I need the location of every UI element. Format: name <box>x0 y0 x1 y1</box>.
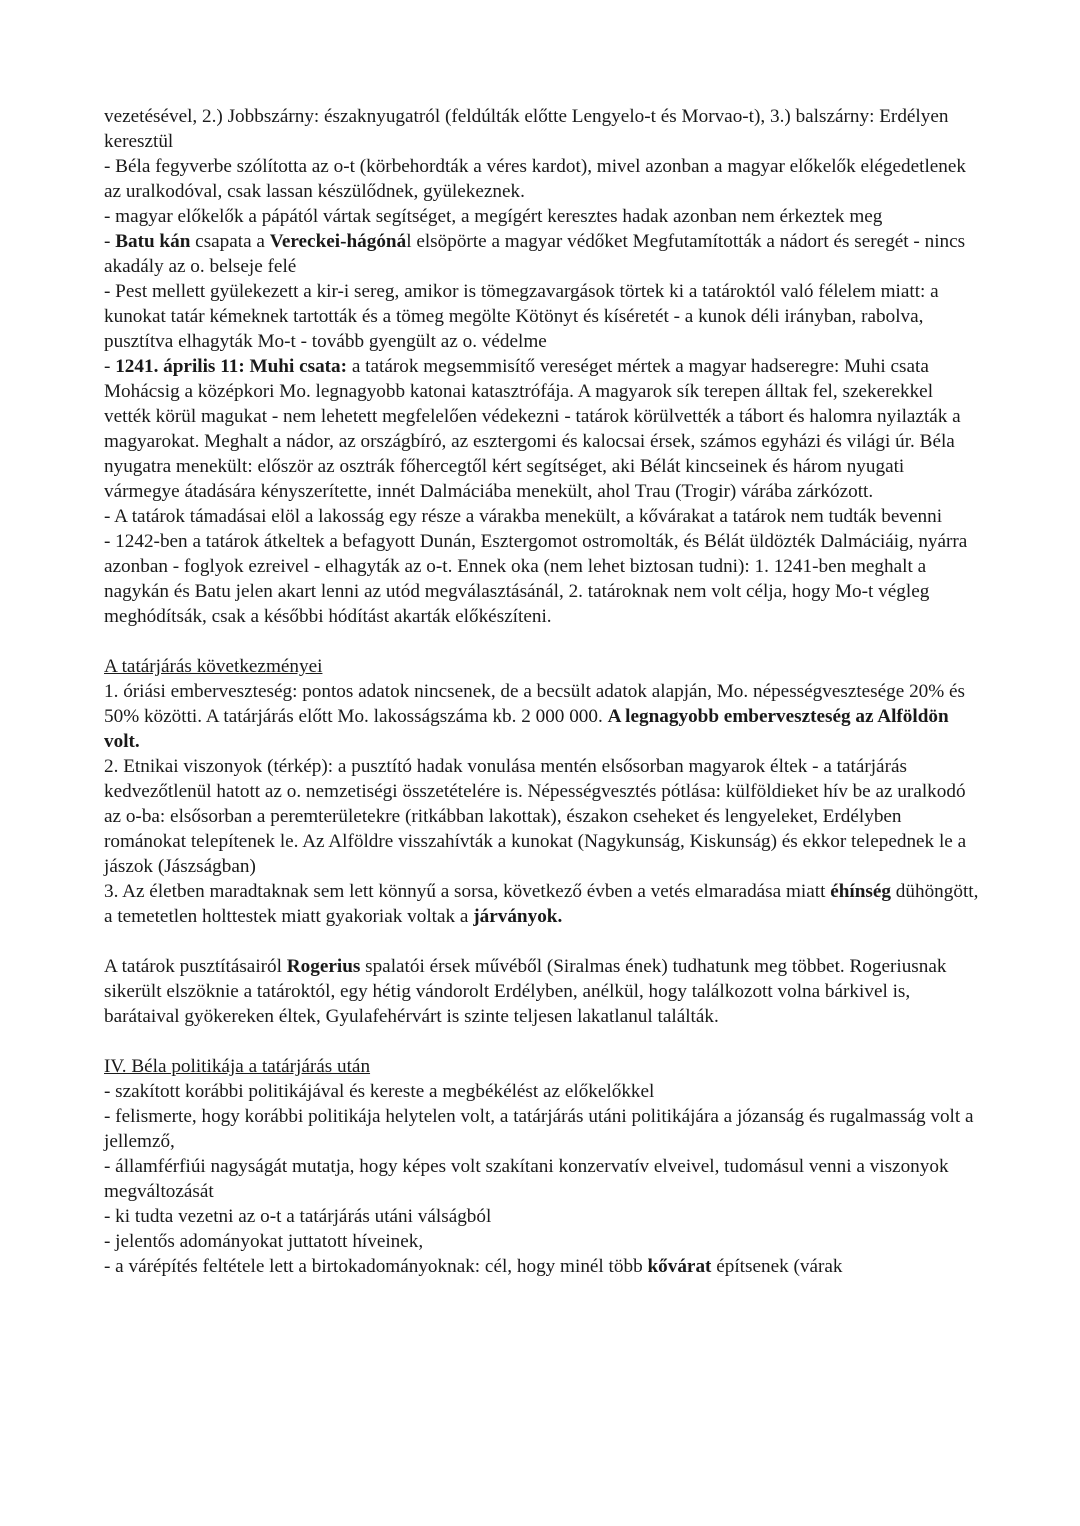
paragraph <box>104 529 980 629</box>
bold-text: Vereckei-hágóná <box>269 231 407 252</box>
text-run: - 1242-ben a tatárok átkeltek a befagyott Dunán, Esztergomot ostromolták, és Bélát üldözték Dalmáciáig, nyárra azonban - foglyok ezreivel - elhagyták az o-t. Ennek oka (nem lehet biztosan tudni): 1. 1241-ben meghalt a nagykán és Batu jelen akart lenni az utód megválasztásánál, 2. tatároknak nem volt célja, hogy Mo-t végleg meghódítsák, csak a későbbi hódítást akarták előkészíteni. <box>104 531 968 627</box>
paragraph <box>104 354 980 504</box>
text-run: vezetésével, 2.) Jobbszárny: északnyugatról (feldúlták előtte Lengyelo-t és Morvao-t), 3.) balszárny: Erdélyen keresztül <box>104 106 949 152</box>
text-run: spalatói érsek művéből (Siralmas ének) tudhatunk meg többet. Rogeriusnak sikerült elszöknie a tatároktól, egy hétig vándorolt Erdélyben, anélkül, hogy találkozott volna bárkivel is, barátaival gyökereken éltek, Gyulafehérvárt is szinte teljesen lakatlanul találták. <box>104 956 947 1027</box>
text-run: a tatárok megsemmisítő vereséget mértek a magyar hadseregre: Muhi csata Mohácsig a középkori Mo. legnagyobb katonai katasztrófája. A magyarok sík terepen álltak fel, szekerekkel vették körül magukat - nem lehetett megfelelően védekezni - tatárok körülvették a tábort és halomra nyilazták a magyarokat. Meghalt a nádor, az országbíró, az esztergomi és kalocsai érsek, számos egyházi és világi úr. Béla nyugatra menekült: először az osztrák főhercegtől kért segítséget, aki Bélát kincseinek és három nyugati vármegye átadására kényszerítette, innét Dalmáciába menekült, ahol Trau (Trogir) várába zárkózott. <box>104 356 961 502</box>
paragraph <box>104 279 980 354</box>
text-run: csapata a <box>190 231 270 252</box>
section-invasion-events <box>104 104 980 629</box>
paragraph <box>104 154 980 204</box>
section-consequences <box>104 679 980 929</box>
text-run: - szakított korábbi politikájával és kereste a megbékélést az előkelőkkel <box>104 1081 655 1102</box>
text-run: - A tatárok támadásai elöl a lakosság egy része a várakba menekült, a kővárakat a tatárok nem tudták bevenni <box>104 506 943 527</box>
text-run: 1. óriási emberveszteség: pontos adatok nincsenek, de a becsült adatok alapján, Mo. népességvesztesége 20% és 50% közötti. A tatárjárás előtt Mo. lakosságszáma kb. 2 000 000. <box>104 681 966 727</box>
text-run: - a várépítés feltétele lett a birtokadományoknak: cél, hogy minél több <box>104 1256 648 1277</box>
section-bela-policy <box>104 1079 980 1279</box>
bold-text: kővárat <box>647 1256 712 1277</box>
text-run: - ki tudta vezetni az o-t a tatárjárás utáni válságból <box>104 1206 492 1227</box>
paragraph <box>104 104 980 154</box>
bold-text: Batu kán <box>115 231 191 252</box>
bold-text: A legnagyobb emberveszteség az Alföldön volt. <box>104 706 949 752</box>
spacer <box>104 629 980 654</box>
spacer <box>104 1029 980 1054</box>
text-run: - Pest mellett gyülekezett a kir-i sereg, amikor is tömegzavargások törtek ki a tatároktól való félelem miatt: a kunokat tatár kémeknek tartották és a tömeg megölte Kötönyt és kíséretét - a kunok déli irányban, rabolva, pusztítva elhagyták Mo-t - tovább gyengült az o. védelme <box>104 281 939 352</box>
bold-text: 1241. április 11: Muhi csata: <box>115 356 348 377</box>
text-run: építsenek (várak <box>711 1256 843 1277</box>
section-rogerius <box>104 954 980 1029</box>
text-run: 3. Az életben maradtaknak sem lett könnyű a sorsa, következő évben a vetés elmaradása miatt <box>104 881 831 902</box>
text-run: - <box>104 231 116 252</box>
text-run: - jelentős adományokat juttatott híveinek, <box>104 1231 424 1252</box>
text-run: - felismerte, hogy korábbi politikája helytelen volt, a tatárjárás utáni politikájára a józanság és rugalmasság volt a jellemző, <box>104 1106 974 1152</box>
text-run: A tatárok pusztításairól <box>104 956 287 977</box>
bold-text: éhínség <box>830 881 891 902</box>
heading-consequences: A tatárjárás következményei <box>104 656 323 677</box>
text-run: dühöngött, a temetetlen holttestek miatt gyakoriak voltak a <box>104 881 979 927</box>
bold-text: Rogerius <box>286 956 361 977</box>
text-run: 2. Etnikai viszonyok (térkép): a pusztító hadak vonulása mentén elsősorban magyarok éltek - a tatárjárás kedvezőtlenül hatott az o. nemzetiségi összetételére is. Népességvesztés pótlása: külföldieket hív be az uralkodó az o-ba: elsősorban a peremterületekre (ritkábban lakottak), északon cseheket és lengyeleket, Erdélyben románokat telepítenek le. Az Alföldre visszahívták a kunokat (Nagykunság, Kiskunság) és ekkor telepednek le a jászok (Jászságban) <box>104 756 967 877</box>
text-run: - magyar előkelők a pápától vártak segítséget, a megígért keresztes hadak azonban nem érkeztek meg <box>104 206 883 227</box>
paragraph <box>104 204 980 229</box>
text-run: - <box>104 356 116 377</box>
text-run: - Béla fegyverbe szólította az o-t (körbehordták a véres kardot), mivel azonban a magyar előkelők elégedetlenek az uralkodóval, csak lassan készülődnek, gyülekeznek. <box>104 156 966 202</box>
paragraph <box>104 954 980 1029</box>
paragraph <box>104 1154 980 1204</box>
paragraph <box>104 1229 980 1254</box>
paragraph <box>104 1254 980 1279</box>
paragraph <box>104 229 980 279</box>
text-run: l elsöpörte a magyar védőket Megfutamították a nádort és seregét - nincs akadály az o. belseje felé <box>104 231 966 277</box>
bold-text: járványok. <box>473 906 563 927</box>
paragraph <box>104 1079 980 1104</box>
text-run: - államférfiúi nagyságát mutatja, hogy képes volt szakítani konzervatív elveivel, tudomásul venni a viszonyok megváltozását <box>104 1156 949 1202</box>
heading-bela-policy: IV. Béla politikája a tatárjárás után <box>104 1056 371 1077</box>
paragraph <box>104 754 980 879</box>
paragraph <box>104 879 980 929</box>
paragraph <box>104 1204 980 1229</box>
paragraph <box>104 1104 980 1154</box>
spacer <box>104 929 980 954</box>
paragraph <box>104 504 980 529</box>
paragraph <box>104 679 980 754</box>
